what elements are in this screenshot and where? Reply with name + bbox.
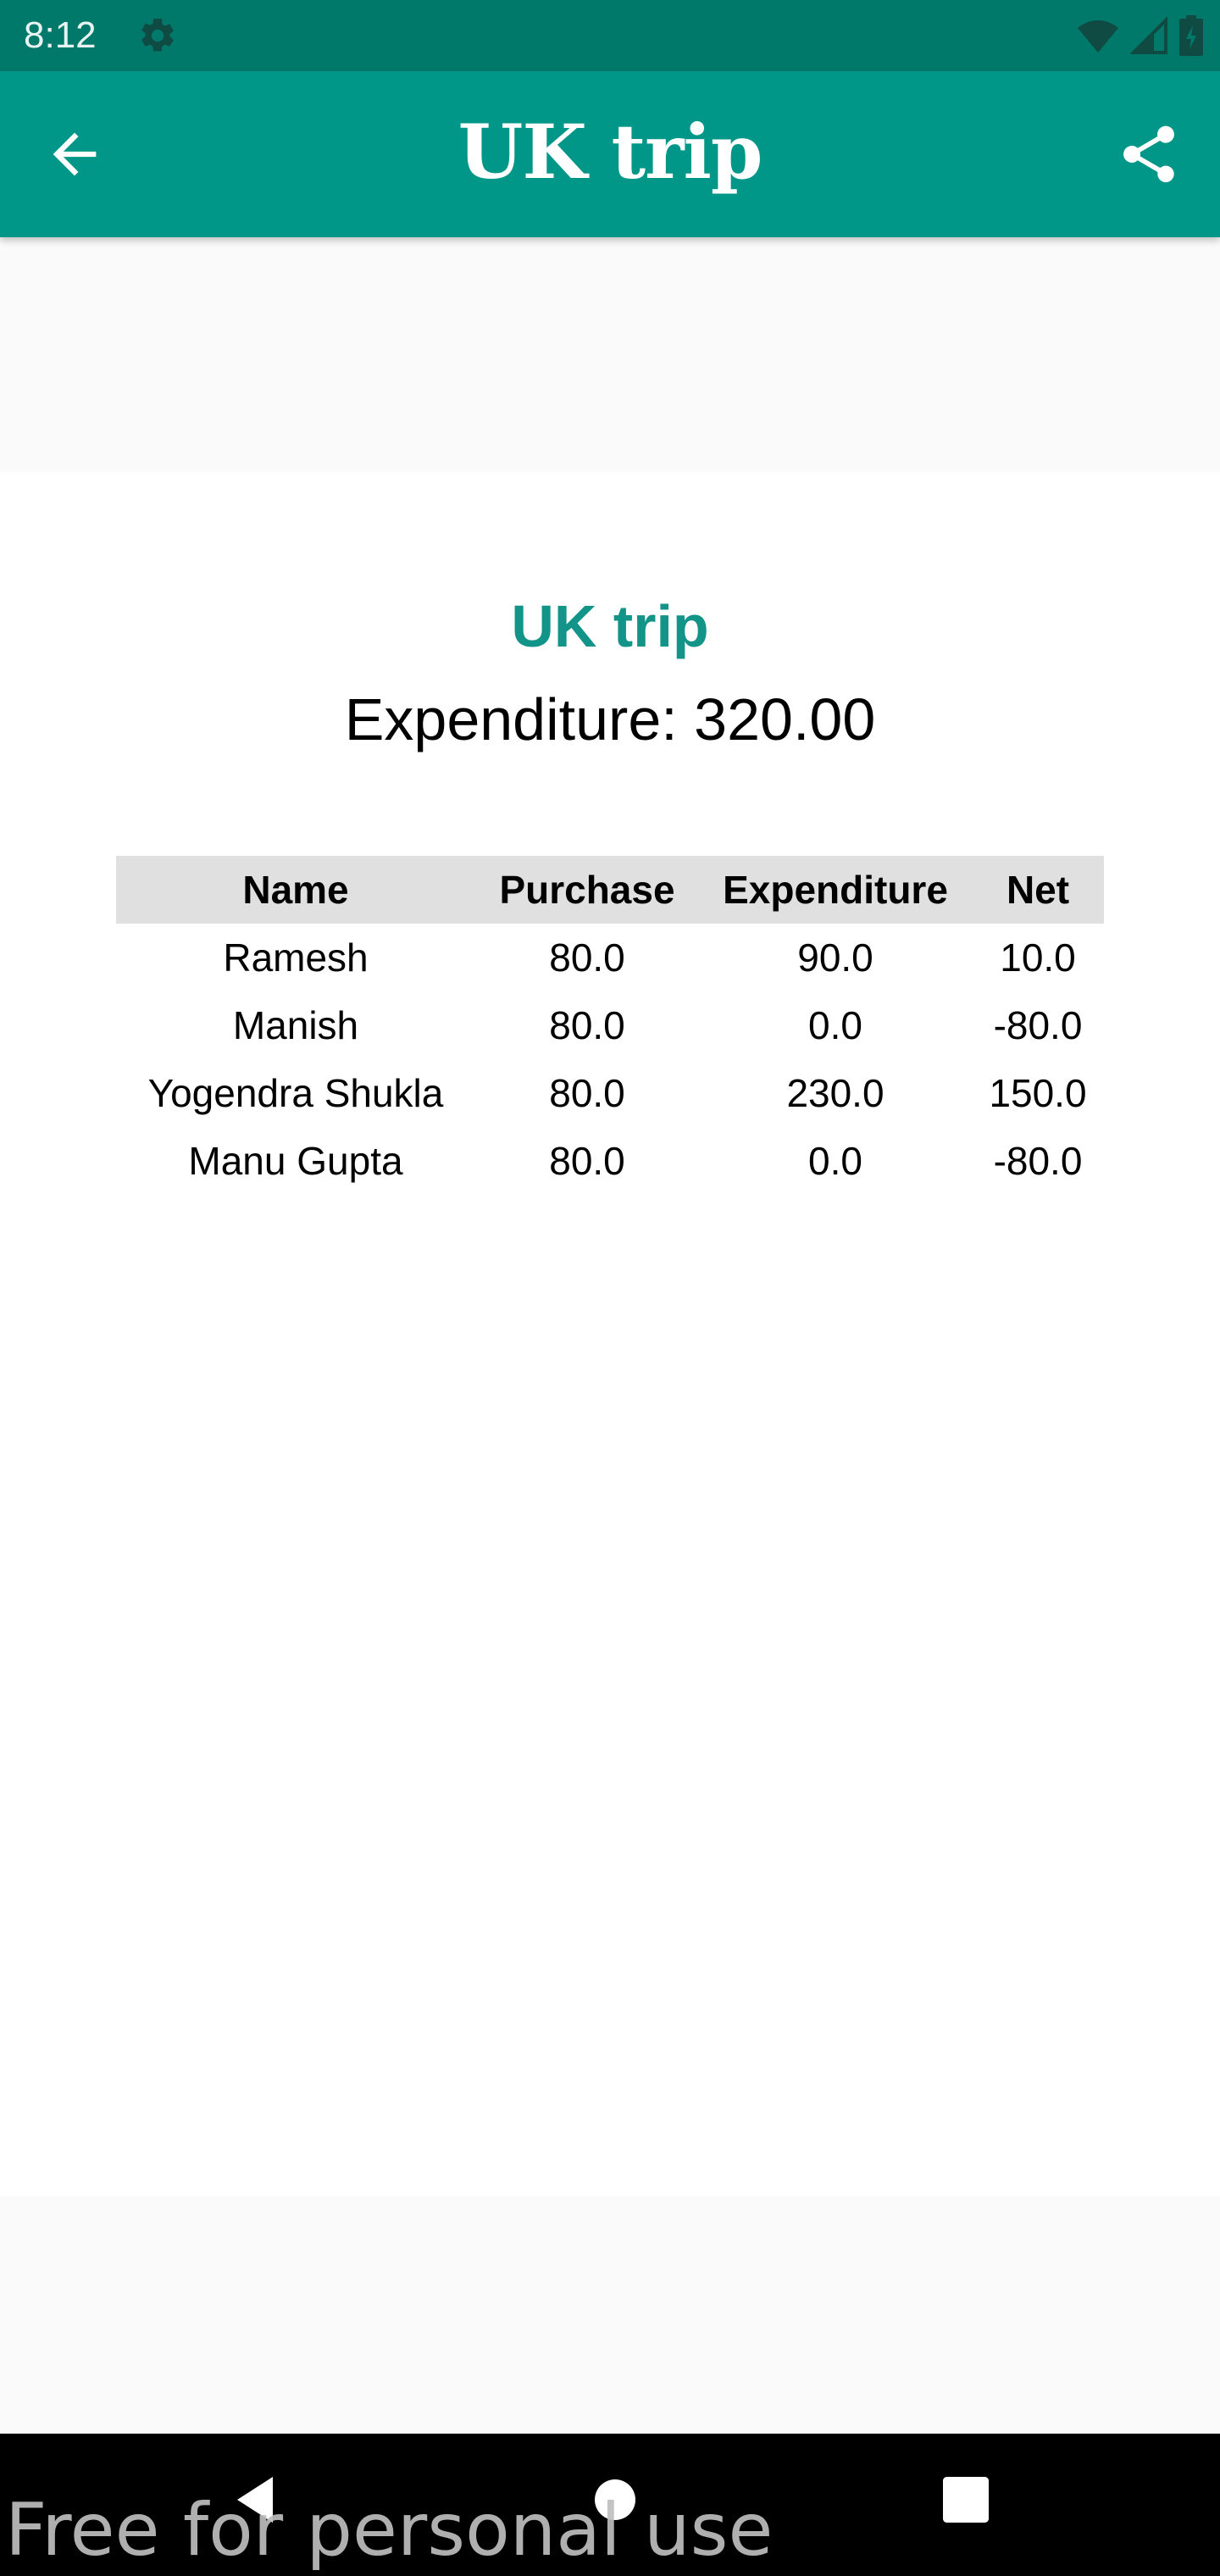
table-row — [116, 1059, 1104, 1127]
cell-purchase: 80.0 — [549, 1071, 625, 1115]
page-title: UK trip — [458, 108, 762, 196]
expense-table — [116, 856, 1104, 1195]
signal-icon — [1130, 17, 1167, 54]
cell-name: Manu Gupta — [188, 1139, 403, 1183]
table-row — [116, 991, 1104, 1059]
nav-recents-icon[interactable] — [935, 2469, 996, 2530]
status-icons — [1078, 14, 1203, 58]
status-time: 8:12 — [24, 14, 97, 56]
cell-expenditure: 0.0 — [808, 1139, 862, 1183]
cell-net: 150.0 — [989, 1071, 1087, 1115]
cell-purchase: 80.0 — [549, 1003, 625, 1047]
cell-net: -80.0 — [993, 1003, 1083, 1047]
cell-name: Manish — [232, 1003, 359, 1047]
column-header-expenditure: Expenditure — [699, 856, 972, 924]
cell-purchase: 80.0 — [549, 935, 625, 980]
share-icon — [1115, 120, 1183, 188]
cell-purchase: 80.0 — [549, 1139, 625, 1183]
report-total-expenditure: Expenditure: 320.00 — [344, 686, 876, 752]
cell-expenditure: 230.0 — [786, 1071, 884, 1115]
table-row — [116, 924, 1104, 991]
status-bar — [0, 0, 1220, 71]
battery-charging-icon — [1179, 15, 1203, 56]
column-header-name: Name — [116, 856, 475, 924]
watermark-text: Free for personal use — [5, 2488, 774, 2573]
table-row — [116, 1127, 1104, 1195]
cell-expenditure: 90.0 — [797, 935, 873, 980]
column-header-net: Net — [972, 856, 1104, 924]
column-header-purchase: Purchase — [475, 856, 699, 924]
wifi-icon — [1078, 17, 1118, 54]
top-blank-area — [0, 237, 1220, 472]
share-button[interactable] — [1108, 114, 1190, 195]
cell-net: -80.0 — [993, 1139, 1083, 1183]
settings-gear-icon — [137, 15, 178, 56]
table-header-row — [116, 856, 1104, 924]
report-title: UK trip — [511, 593, 709, 659]
cell-net: 10.0 — [1000, 935, 1076, 980]
report-sheet — [0, 472, 1220, 2196]
app-bar — [0, 71, 1220, 237]
bottom-blank-area — [0, 2196, 1220, 2434]
cell-name: Yogendra Shukla — [147, 1071, 444, 1115]
cell-name: Ramesh — [223, 935, 369, 980]
cell-expenditure: 0.0 — [808, 1003, 862, 1047]
